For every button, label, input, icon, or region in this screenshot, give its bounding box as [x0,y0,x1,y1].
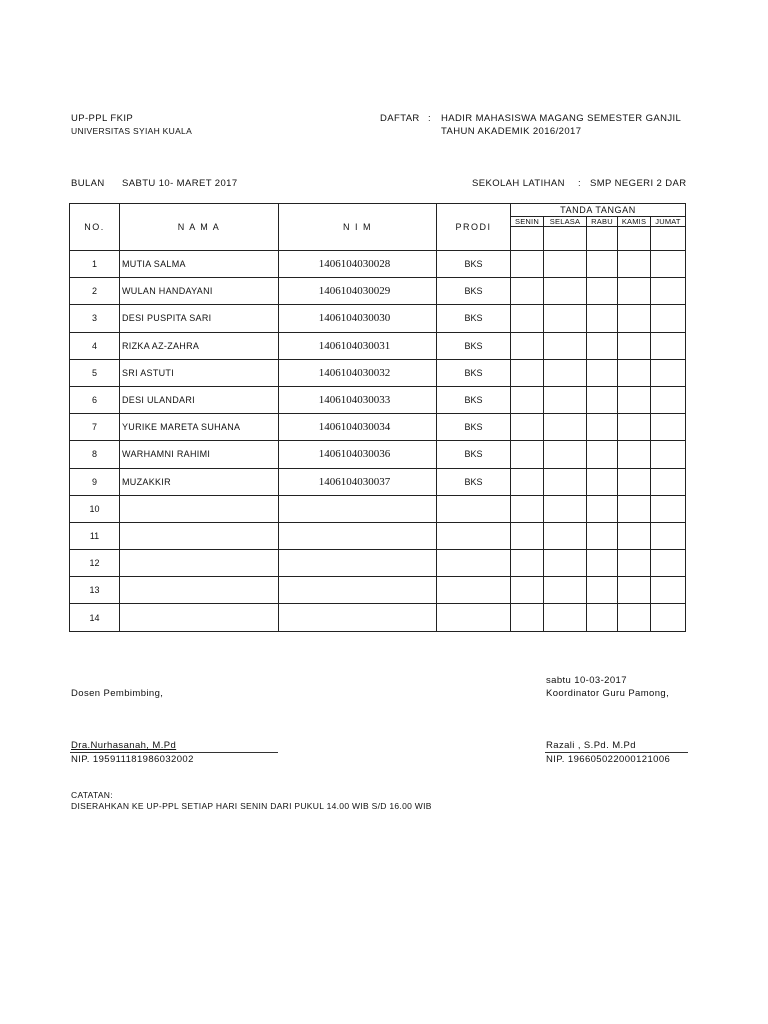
cell-nim: 1406104030033 [279,386,437,413]
cell-nim: 1406104030028 [279,251,437,278]
cell-prodi [437,522,511,549]
cell-nama: MUTIA SALMA [120,251,279,278]
daftar-label: DAFTAR [380,113,420,124]
table-row [70,305,686,332]
cell-prodi: BKS [437,468,511,495]
document-title: HADIR MAHASISWA MAGANG SEMESTER GANJIL [441,113,682,124]
signature-cell [651,441,686,468]
signature-cell [587,278,618,305]
cell-nama: DESI PUSPITA SARI [120,305,279,332]
day-kamis-header: KAMIS [618,216,651,226]
signature-cell [618,414,651,441]
signature-cell [511,495,544,522]
table-row [70,441,686,468]
signature-cell [618,332,651,359]
signature-cell [651,386,686,413]
cell-prodi: BKS [437,386,511,413]
daftar-colon: : [428,113,432,124]
signature-cell [511,468,544,495]
cell-nim: 1406104030036 [279,441,437,468]
signature-cell [651,414,686,441]
cell-nim [279,522,437,549]
signature-cell [544,414,587,441]
cell-nim [279,604,437,631]
col-prodi-header: PRODI [437,204,511,251]
cell-nama [120,495,279,522]
signature-cell [587,441,618,468]
col-nim-header: N I M [279,204,437,251]
day-rabu-header: RABU [587,216,618,226]
cell-no: 4 [70,332,120,359]
cell-prodi: BKS [437,441,511,468]
right-signature-line [545,752,688,753]
signature-cell [651,251,686,278]
signature-cell [587,468,618,495]
signature-cell [587,550,618,577]
signature-cell [544,441,587,468]
sekolah-value: SMP NEGERI 2 DAR [590,178,687,189]
signature-cell [544,550,587,577]
signature-cell [618,441,651,468]
cell-no: 1 [70,251,120,278]
signature-cell [651,522,686,549]
cell-no: 13 [70,577,120,604]
signature-cell [511,332,544,359]
signature-cell [511,251,544,278]
cell-nim: 1406104030037 [279,468,437,495]
col-no-header: NO. [70,204,120,251]
right-signer-name: Razali , S.Pd. M.Pd [546,740,636,751]
notes-label: CATATAN: [71,790,113,800]
notes-text: DISERAHKAN KE UP-PPL SETIAP HARI SENIN DARI PUKUL 14.00 WIB S/D 16.00 WIB [71,801,432,811]
bulan-label: BULAN [71,178,105,189]
signature-cell [618,305,651,332]
tanda-tangan-header: TANDA TANGAN [511,204,686,217]
signature-cell [511,305,544,332]
day-jumat-header: JUMAT [651,216,686,226]
signature-cell [618,550,651,577]
cell-nim: 1406104030032 [279,359,437,386]
cell-no: 6 [70,386,120,413]
cell-nim: 1406104030029 [279,278,437,305]
signature-cell [587,305,618,332]
signature-cell [651,604,686,631]
signature-cell [587,332,618,359]
signature-cell [587,604,618,631]
cell-nim [279,495,437,522]
table-row [70,495,686,522]
table-row [70,577,686,604]
table-row [70,522,686,549]
cell-nama: DESI ULANDARI [120,386,279,413]
table-row [70,414,686,441]
signature-cell [651,332,686,359]
signature-cell [651,359,686,386]
table-row [70,332,686,359]
signature-cell [511,441,544,468]
cell-no: 2 [70,278,120,305]
cell-prodi [437,577,511,604]
signature-cell [651,550,686,577]
attendance-table [69,203,686,632]
signature-cell [511,604,544,631]
cell-prodi [437,604,511,631]
cell-nama [120,577,279,604]
signature-cell [511,577,544,604]
cell-no: 14 [70,604,120,631]
col-nama-header: N A M A [120,204,279,251]
signature-cell [587,577,618,604]
cell-no: 8 [70,441,120,468]
signature-cell [544,305,587,332]
cell-no: 11 [70,522,120,549]
signature-cell [618,278,651,305]
cell-nama: MUZAKKIR [120,468,279,495]
table-row [70,386,686,413]
signature-cell [618,495,651,522]
cell-nama [120,522,279,549]
signature-cell [544,251,587,278]
signature-cell [544,522,587,549]
cell-no: 7 [70,414,120,441]
cell-nama: WARHAMNI RAHIMI [120,441,279,468]
signature-cell [618,577,651,604]
sekolah-label: SEKOLAH LATIHAN [472,178,565,189]
signature-date: sabtu 10-03-2017 [546,675,627,686]
cell-no: 12 [70,550,120,577]
signature-cell [544,278,587,305]
day-senin-header: SENIN [511,216,544,226]
signature-cell [544,495,587,522]
signature-cell [544,604,587,631]
signature-cell [651,278,686,305]
signature-cell [587,522,618,549]
cell-prodi: BKS [437,414,511,441]
table-row [70,359,686,386]
signature-cell [587,359,618,386]
left-signer-name: Dra.Nurhasanah, M.Pd [71,740,177,751]
cell-prodi [437,550,511,577]
signature-cell [511,278,544,305]
org-line-1: UP-PPL FKIP [71,113,134,124]
signature-cell [587,386,618,413]
signature-cell [618,604,651,631]
signature-cell [511,359,544,386]
cell-nama: YURIKE MARETA SUHANA [120,414,279,441]
signature-cell [651,577,686,604]
signature-cell [618,386,651,413]
cell-nim [279,550,437,577]
right-signer-nip: NIP. 196605022000121006 [546,754,671,765]
cell-prodi: BKS [437,359,511,386]
day-selasa-header: SELASA [544,216,587,226]
cell-nama: RIZKA AZ-ZAHRA [120,332,279,359]
table-row [70,251,686,278]
cell-prodi [437,495,511,522]
right-signer-role: Koordinator Guru Pamong, [546,688,670,699]
cell-no: 3 [70,305,120,332]
cell-prodi: BKS [437,278,511,305]
signature-cell [544,577,587,604]
signature-cell [511,386,544,413]
signature-cell [618,522,651,549]
bulan-value: SABTU 10- MARET 2017 [122,178,238,189]
signature-cell [651,468,686,495]
cell-nama: WULAN HANDAYANI [120,278,279,305]
signature-cell [544,386,587,413]
cell-nama [120,550,279,577]
cell-no: 9 [70,468,120,495]
table-row [70,604,686,631]
cell-nim [279,577,437,604]
signature-cell [651,305,686,332]
signature-cell [511,550,544,577]
signature-cell [511,522,544,549]
signature-cell [511,414,544,441]
cell-no: 10 [70,495,120,522]
signature-cell [544,359,587,386]
sekolah-colon: : [578,178,582,189]
table-row [70,550,686,577]
signature-cell [544,468,587,495]
signature-cell [618,251,651,278]
cell-prodi: BKS [437,305,511,332]
academic-year: TAHUN AKADEMIK 2016/2017 [441,126,582,137]
signature-cell [544,332,587,359]
signature-cell [651,495,686,522]
cell-nim: 1406104030030 [279,305,437,332]
cell-prodi: BKS [437,332,511,359]
signature-cell [587,414,618,441]
signature-cell [618,359,651,386]
cell-no: 5 [70,359,120,386]
cell-prodi: BKS [437,251,511,278]
cell-nim: 1406104030034 [279,414,437,441]
signature-cell [587,251,618,278]
org-line-2: UNIVERSITAS SYIAH KUALA [71,126,193,136]
table-row [70,468,686,495]
table-row [70,278,686,305]
signature-cell [618,468,651,495]
left-signer-role: Dosen Pembimbing, [71,688,164,699]
left-signer-nip: NIP. 195911181986032002 [71,754,194,765]
left-signature-line [70,752,278,753]
cell-nama [120,604,279,631]
signature-cell [587,495,618,522]
cell-nama: SRI ASTUTI [120,359,279,386]
cell-nim: 1406104030031 [279,332,437,359]
